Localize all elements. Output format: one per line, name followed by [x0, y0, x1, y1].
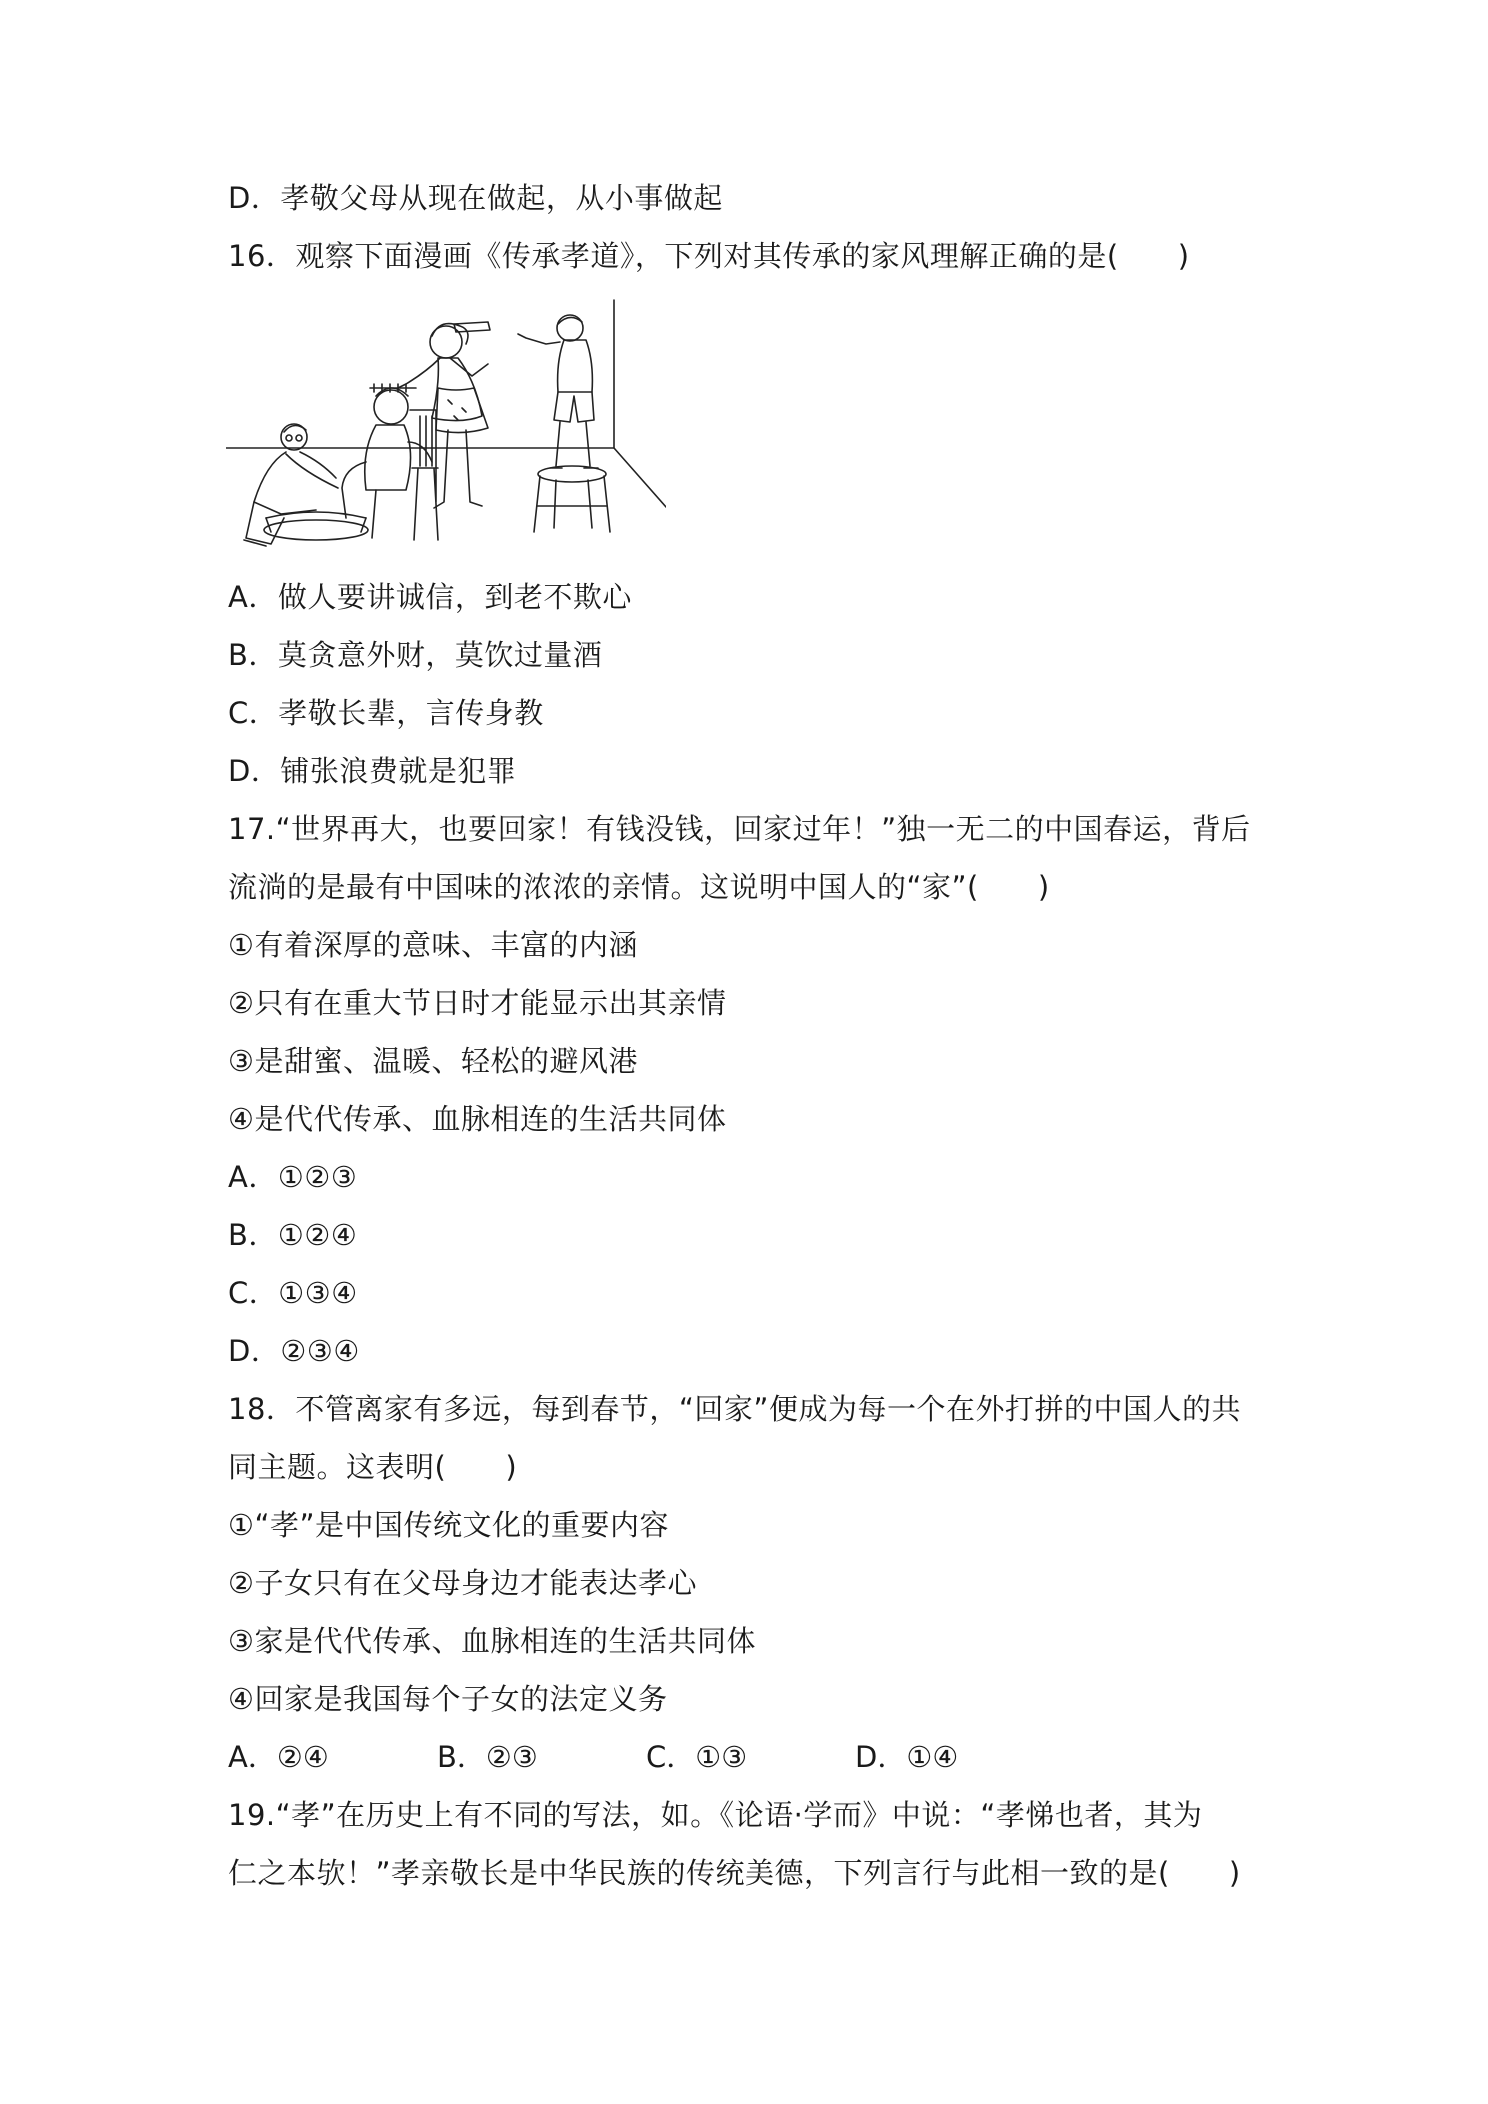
q17-stem-line-1: 17.“世界再大，也要回家！有钱没钱，回家过年！”独一无二的中国春运，背后	[228, 812, 1251, 846]
q17-statement-1: ①有着深厚的意味、丰富的内涵	[228, 928, 638, 962]
q17-statement-3: ③是甜蜜、温暖、轻松的避风港	[228, 1044, 638, 1078]
q17-option-a: A．①②③	[228, 1160, 358, 1194]
q18-option-a: A．②④	[228, 1740, 329, 1774]
q17-option-c: C．①③④	[228, 1276, 358, 1310]
q19-stem-line-2: 仁之本欤！”孝亲敬长是中华民族的传统美德，下列言行与此相一致的是( )	[228, 1856, 1241, 1890]
q17-stem-line-2: 流淌的是最有中国味的浓浓的亲情。这说明中国人的“家”( )	[228, 870, 1050, 904]
q17-option-b: B．①②④	[228, 1218, 358, 1252]
q16-option-d: D．铺张浪费就是犯罪	[228, 754, 517, 788]
q16-option-c: C．孝敬长辈，言传身教	[228, 696, 544, 730]
q18-statement-3: ③家是代代传承、血脉相连的生活共同体	[228, 1624, 756, 1658]
q18-statement-2: ②子女只有在父母身边才能表达孝心	[228, 1566, 697, 1600]
q18-option-d: D．①④	[855, 1740, 959, 1774]
q18-option-b: B．②③	[437, 1740, 538, 1774]
q16-option-a: A．做人要讲诚信，到老不欺心	[228, 580, 632, 614]
q17-statement-4: ④是代代传承、血脉相连的生活共同体	[228, 1102, 727, 1136]
q18-statement-4: ④回家是我国每个子女的法定义务	[228, 1682, 668, 1716]
q19-stem-line-1: 19.“孝”在历史上有不同的写法，如。《论语·学而》中说：“孝悌也者，其为	[228, 1798, 1203, 1832]
q16-stem: 16．观察下面漫画《传承孝道》，下列对其传承的家风理解正确的是( )	[228, 239, 1190, 273]
q17-option-d: D．②③④	[228, 1334, 360, 1368]
q17-statement-2: ②只有在重大节日时才能显示出其亲情	[228, 986, 727, 1020]
cartoon-illustration	[226, 292, 666, 554]
q18-stem-line-1: 18．不管离家有多远，每到春节，“回家”便成为每一个在外打拼的中国人的共	[228, 1392, 1241, 1426]
q16-option-b: B．莫贪意外财，莫饮过量酒	[228, 638, 603, 672]
q18-stem-line-2: 同主题。这表明( )	[228, 1450, 518, 1484]
q15-option-d: D．孝敬父母从现在做起，从小事做起	[228, 181, 723, 215]
q18-option-c: C．①③	[646, 1740, 748, 1774]
q18-statement-1: ①“孝”是中国传统文化的重要内容	[228, 1508, 670, 1542]
